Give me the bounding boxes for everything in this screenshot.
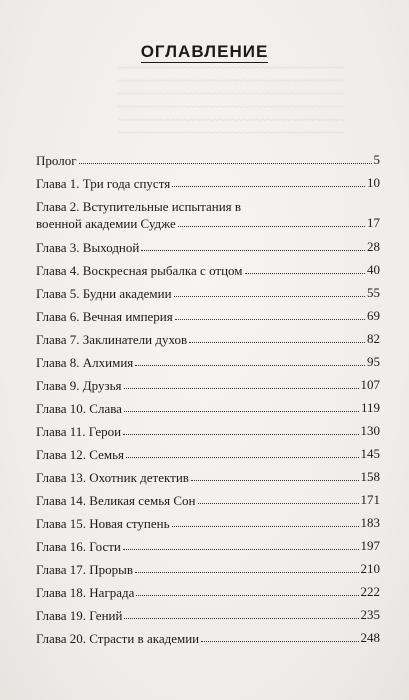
toc-entry[interactable] bbox=[36, 630, 380, 653]
dot-leader bbox=[123, 549, 359, 550]
toc-entry-page-number: 69 bbox=[367, 308, 380, 323]
toc-entry-page-number: 210 bbox=[360, 561, 380, 576]
toc-entry-page-number: 10 bbox=[367, 175, 380, 190]
toc-entry-title: Глава 10. Слава bbox=[36, 401, 122, 416]
toc-entry-title: Глава 3. Выходной bbox=[36, 240, 140, 255]
toc-entry-title: Глава 7. Заклинатели духов bbox=[36, 332, 188, 347]
dot-leader bbox=[135, 572, 358, 573]
toc-entry-page-number: 40 bbox=[367, 262, 380, 277]
toc-entry[interactable] bbox=[36, 561, 380, 584]
toc-entry-page-number: 5 bbox=[373, 152, 380, 167]
dot-leader bbox=[172, 526, 359, 527]
dot-leader bbox=[123, 434, 358, 435]
toc-entry[interactable] bbox=[36, 239, 380, 262]
dot-leader bbox=[141, 250, 365, 251]
toc-entry[interactable] bbox=[36, 423, 380, 446]
toc-entry[interactable] bbox=[36, 469, 380, 492]
toc-entry-page-number: 183 bbox=[360, 515, 380, 530]
toc-entry-title: Глава 4. Воскресная рыбалка с отцом bbox=[36, 263, 243, 278]
toc-entry[interactable] bbox=[36, 446, 380, 469]
toc-entry[interactable] bbox=[36, 377, 380, 400]
toc-entry-title: Глава 20. Страсти в академии bbox=[36, 631, 200, 646]
toc-entry-title: Глава 18. Награда bbox=[36, 585, 135, 600]
dot-leader bbox=[124, 618, 358, 619]
toc-entry[interactable] bbox=[36, 400, 380, 423]
toc-entry-page-number: 95 bbox=[367, 354, 380, 369]
show-through-text: ~~~~~~~~~~~~~~~~~~~~~~~~~~~~~~~~~~~~~~ ~~~~~~~~~~~~~~~~~~~~~~~~~~~~~~~~~~~~~~ ~~~~~~~~~~~~~~~~~~~~~~~~~~~~~~~~~~~~~~ ~~~~~~~~~~~~~~~~~~~~~~~~~~~~~~~~~~~~~~ ~~~~~~~~~~~~~~~~~~~~~~~~~~~~~~~~~~~~~~ ~~~~~~~~~~~~~~~~~~~~~~~~~~~~~~~~~~~~~~ bbox=[118, 62, 345, 139]
toc-entry-title: Глава 12. Семья bbox=[36, 447, 125, 462]
toc-entry-page-number: 107 bbox=[360, 377, 380, 392]
dot-leader bbox=[135, 365, 365, 366]
toc-entry-page-number: 158 bbox=[360, 469, 380, 484]
toc-entry[interactable] bbox=[36, 308, 380, 331]
toc-entry[interactable] bbox=[36, 607, 380, 630]
toc-entry-page-number: 171 bbox=[360, 492, 380, 507]
toc-entry-title: Глава 13. Охотник детектив bbox=[36, 470, 189, 485]
toc-entry[interactable] bbox=[36, 175, 380, 198]
dot-leader bbox=[175, 319, 365, 320]
toc-entry-title: Глава 9. Друзья bbox=[36, 378, 122, 393]
toc-entry-title: Глава 2. Вступительные испытания в военной академии Судже bbox=[36, 199, 242, 231]
toc-entry-page-number: 17 bbox=[367, 215, 380, 230]
dot-leader bbox=[172, 186, 365, 187]
dot-leader bbox=[174, 296, 365, 297]
toc-entry[interactable] bbox=[36, 354, 380, 377]
dot-leader bbox=[79, 163, 372, 164]
page-title: ОГЛАВЛЕНИЕ bbox=[140, 42, 269, 61]
toc-entry[interactable] bbox=[36, 152, 380, 175]
toc-entry-page-number: 82 bbox=[367, 331, 380, 346]
toc-entry-title: Глава 16. Гости bbox=[36, 539, 121, 554]
toc-entry[interactable] bbox=[36, 285, 380, 308]
toc-entry[interactable] bbox=[36, 515, 380, 538]
toc-entry[interactable] bbox=[36, 538, 380, 561]
toc-entry-title: Глава 1. Три года спустя bbox=[36, 176, 171, 191]
toc-entry-title: Глава 8. Алхимия bbox=[36, 355, 134, 370]
dot-leader bbox=[201, 641, 358, 642]
toc-entry-page-number: 28 bbox=[367, 239, 380, 254]
toc-entry-title: Пролог bbox=[36, 153, 77, 168]
toc-entry-page-number: 197 bbox=[360, 538, 380, 553]
toc-entry[interactable] bbox=[36, 331, 380, 354]
dot-leader bbox=[124, 388, 359, 389]
dot-leader bbox=[189, 342, 365, 343]
toc-entry-page-number: 119 bbox=[360, 400, 380, 415]
toc-entry-page-number: 130 bbox=[360, 423, 380, 438]
toc-entry[interactable] bbox=[36, 584, 380, 607]
toc-entry-title: Глава 11. Герои bbox=[36, 424, 122, 439]
toc-entry[interactable] bbox=[36, 262, 380, 285]
dot-leader bbox=[126, 457, 358, 458]
toc-entry-title: Глава 6. Вечная империя bbox=[36, 309, 173, 324]
toc-entry-page-number: 248 bbox=[360, 630, 380, 645]
toc-entry-title: Глава 14. Великая семья Сон bbox=[36, 493, 196, 508]
dot-leader bbox=[178, 226, 365, 227]
dot-leader bbox=[136, 595, 358, 596]
table-of-contents bbox=[36, 152, 380, 653]
toc-entry-title: Глава 15. Новая ступень bbox=[36, 516, 170, 531]
toc-entry-title: Глава 17. Прорыв bbox=[36, 562, 134, 577]
toc-entry-page-number: 235 bbox=[360, 607, 380, 622]
dot-leader bbox=[191, 480, 359, 481]
dot-leader bbox=[198, 503, 359, 504]
toc-entry[interactable] bbox=[36, 198, 380, 239]
toc-entry-title: Глава 5. Будни академии bbox=[36, 286, 172, 301]
toc-entry-page-number: 55 bbox=[367, 285, 380, 300]
toc-entry[interactable] bbox=[36, 492, 380, 515]
toc-entry-title: Глава 19. Гений bbox=[36, 608, 123, 623]
toc-entry-page-number: 222 bbox=[360, 584, 380, 599]
dot-leader bbox=[245, 273, 365, 274]
dot-leader bbox=[124, 411, 359, 412]
toc-entry-page-number: 145 bbox=[360, 446, 380, 461]
